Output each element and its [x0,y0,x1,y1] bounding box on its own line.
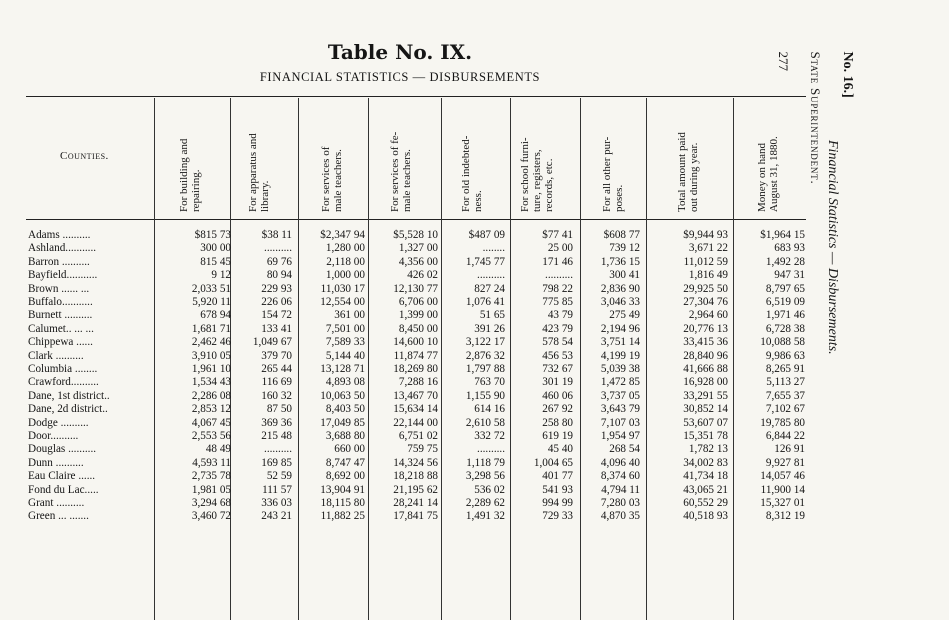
amount-cell: 3,643 79 [600,403,640,416]
amount-cell: $2,347 94 [320,229,365,241]
column-header-old-indebtedness: For old indebted- ness. [460,135,484,212]
table-row [0,497,805,510]
amount-cell: 169 85 [261,456,292,469]
amount-cell: 3,751 14 [600,336,640,349]
amount-cell: 14,600 10 [393,336,438,349]
amount-cell: $1,964 15 [760,229,805,241]
amount-cell: 7,288 16 [398,376,438,389]
county-name: Ashland........... [28,242,97,255]
amount-cell: 19,785 80 [760,416,805,429]
amount-cell: 6,706 00 [398,296,438,308]
amount-cell: 994 99 [542,497,573,509]
amount-cell: 4,870 35 [600,510,640,523]
amount-cell: .......... [477,443,505,456]
amount-cell: 16,928 00 [683,376,728,389]
amount-cell: 3,688 80 [325,430,365,442]
amount-cell: 1,492 28 [765,255,805,268]
amount-cell: 536 02 [474,483,505,496]
amount-cell: 1,782 13 [688,443,728,456]
amount-cell: 7,501 00 [325,322,365,335]
amount-cell: 154 72 [261,309,292,322]
amount-cell: 41,666 88 [683,363,728,375]
amount-cell: .......... [545,269,573,282]
amount-cell: 8,312 19 [765,510,805,523]
amount-cell: 21,195 62 [393,483,438,496]
amount-cell: 22,144 00 [393,416,438,429]
amount-cell: 578 54 [542,336,573,349]
county-name: Calumet.. ... ... [28,322,94,335]
amount-cell: 614 16 [474,403,505,416]
amount-cell: 13,467 70 [393,389,438,402]
amount-cell: 2,836 90 [600,282,640,295]
amount-cell: 2,853 12 [191,403,231,416]
amount-cell: 126 91 [774,443,805,456]
amount-cell: 361 00 [334,309,365,322]
amount-cell: 683 93 [774,242,805,255]
section-title: Financial Statistics — Disbursements. [825,140,840,355]
amount-cell: 7,655 37 [765,389,805,402]
amount-cell: 660 00 [334,443,365,456]
county-name: Adams .......... [28,229,91,241]
amount-cell: 3,671 22 [688,242,728,255]
amount-cell: 4,356 00 [398,255,438,268]
county-name: Dunn .......... [28,456,84,469]
amount-cell: 1,681 71 [191,322,231,335]
amount-cell: 6,728 38 [765,322,805,335]
amount-cell: 5,144 40 [325,349,365,362]
amount-cell: $9,944 93 [683,229,728,241]
amount-cell: 29,925 50 [683,282,728,295]
amount-cell: 268 54 [609,443,640,456]
amount-cell: 2,286 08 [191,389,231,402]
amount-cell: 4,067 45 [191,416,231,429]
amount-cell: 2,194 96 [600,322,640,335]
table-row [0,269,805,282]
amount-cell: 9,927 81 [765,456,805,469]
amount-cell: 18,269 80 [393,363,438,375]
amount-cell: 243 21 [261,510,292,523]
table-row [0,430,805,443]
amount-cell: 265 44 [261,363,292,375]
amount-cell: 3,046 33 [600,296,640,308]
amount-cell: 11,012 59 [683,255,728,268]
amount-cell: 1,491 32 [465,510,505,523]
amount-cell: 18,115 80 [320,497,365,509]
county-name: Buffalo........... [28,296,93,308]
table-row [0,376,805,389]
table-row [0,363,805,376]
amount-cell: 111 57 [262,483,292,496]
amount-cell: 1,280 00 [325,242,365,255]
amount-cell: 763 70 [474,376,505,389]
amount-cell: 45 40 [547,443,573,456]
county-name: Columbia ........ [28,363,98,375]
amount-cell: 133 41 [261,322,292,335]
amount-cell: 1,004 65 [533,456,573,469]
amount-cell: 456 53 [542,349,573,362]
amount-cell: 52 59 [266,470,292,483]
amount-cell: 391 26 [474,322,505,335]
amount-cell: 9 12 [211,269,231,282]
amount-cell: 2,964 60 [688,309,728,322]
amount-cell: 11,882 25 [320,510,365,523]
county-name: Crawford.......... [28,376,99,389]
amount-cell: 3,460 72 [191,510,231,523]
county-name: Clark .......... [28,349,84,362]
amount-cell: 8,265 91 [765,363,805,375]
amount-cell: 827 24 [474,282,505,295]
amount-cell: 332 72 [474,430,505,442]
amount-cell: $5,528 10 [393,229,438,241]
amount-cell: 48 49 [205,443,231,456]
table-row [0,229,805,242]
amount-cell: 1,954 97 [600,430,640,442]
amount-cell: 3,737 05 [600,389,640,402]
county-name: Grant .......... [28,497,85,509]
amount-cell: 423 79 [542,322,573,335]
column-header-female-teachers: For services of fe- male teachers. [389,131,413,212]
amount-cell: 1,961 10 [191,363,231,375]
amount-cell: 541 93 [542,483,573,496]
amount-cell: 8,403 50 [325,403,365,416]
amount-cell: 6,844 22 [765,430,805,442]
amount-cell: 8,797 65 [765,282,805,295]
amount-cell: 116 69 [261,376,292,389]
amount-cell: 1,000 00 [325,269,365,282]
amount-cell: $38 11 [261,229,292,241]
amount-cell: 460 06 [542,389,573,402]
amount-cell: 1,155 90 [465,389,505,402]
amount-cell: 25 00 [547,242,573,255]
amount-cell: 2,462 46 [191,336,231,349]
amount-cell: 3,122 17 [465,336,505,349]
amount-cell: 759 75 [407,443,438,456]
amount-cell: 300 41 [609,269,640,282]
amount-cell: 5,039 38 [600,363,640,375]
amount-cell: 12,554 00 [320,296,365,308]
column-header-other-purposes: For all other pur- poses. [601,136,625,212]
amount-cell: 3,298 56 [465,470,505,483]
table-row [0,443,805,456]
amount-cell: 33,415 36 [683,336,728,349]
amount-cell: 13,128 71 [320,363,365,375]
document-number: No. 16.] [840,51,855,98]
amount-cell: 18,218 88 [393,470,438,483]
amount-cell: 34,002 83 [683,456,728,469]
county-name: Dodge .......... [28,416,89,429]
table-row [0,510,805,523]
amount-cell: 1,076 41 [465,296,505,308]
amount-cell: 33,291 55 [683,389,728,402]
amount-cell: 80 94 [266,269,292,282]
amount-cell: 729 33 [542,510,573,523]
amount-cell: 28,840 96 [683,349,728,362]
amount-cell: 60,552 29 [683,497,728,509]
county-name: Barron .......... [28,255,90,268]
table-row [0,336,805,349]
amount-cell: 13,904 91 [320,483,365,496]
amount-cell: 301 19 [542,376,573,389]
amount-cell: 51 65 [479,309,505,322]
county-name: Bayfield........... [28,269,98,282]
amount-cell: 1,971 46 [765,309,805,322]
amount-cell: 1,981 05 [191,483,231,496]
amount-cell: 12,130 77 [393,282,438,295]
table-row [0,282,805,296]
amount-cell: 1,049 67 [252,336,292,349]
amount-cell: 2,876 32 [465,349,505,362]
amount-cell: 17,841 75 [393,510,438,523]
amount-cell: 8,692 00 [325,470,365,483]
amount-cell: 28,241 14 [393,497,438,509]
table-row [0,389,805,403]
amount-cell: 215 48 [261,430,292,442]
amount-cell: 775 85 [542,296,573,308]
amount-cell: 2,289 62 [465,497,505,509]
amount-cell: 3,294 68 [191,497,231,509]
amount-cell: 4,794 11 [601,483,640,496]
table-row [0,296,805,309]
amount-cell: 15,634 14 [393,403,438,416]
amount-cell: 2,610 58 [465,416,505,429]
column-header-furniture: For school furni- ture, registers, records, etc. [519,137,555,212]
amount-cell: 5,920 11 [192,296,231,308]
amount-cell: $77 41 [542,229,573,241]
amount-cell: 43,065 21 [683,483,728,496]
amount-cell: .......... [477,269,505,282]
amount-cell: .......... [264,242,292,255]
county-name: Douglas .......... [28,443,97,456]
amount-cell: 40,518 93 [683,510,728,523]
amount-cell: 41,734 18 [683,470,728,483]
amount-cell: $815 73 [194,229,231,241]
amount-cell: 160 32 [261,389,292,402]
county-name: Dane, 1st district.. [28,389,110,402]
amount-cell: 275 49 [609,309,640,322]
county-name: Burnett .......... [28,309,93,322]
table-row [0,483,805,497]
amount-cell: 1,745 77 [465,255,505,268]
column-header-money-on-hand: Money on hand August 31, 1880. [756,136,780,212]
column-header-building: For building and repairing. [178,138,202,212]
amount-cell: 4,096 40 [600,456,640,469]
amount-cell: $608 77 [603,229,640,241]
amount-cell: 43 79 [547,309,573,322]
amount-cell: 7,107 03 [600,416,640,429]
amount-cell: 15,351 78 [683,430,728,442]
amount-cell: 10,063 50 [320,389,365,402]
amount-cell: 379 70 [261,349,292,362]
amount-cell: 619 19 [542,430,573,442]
amount-cell: 11,874 77 [393,349,438,362]
table-subtitle: FINANCIAL STATISTICS — DISBURSEMENTS [259,70,541,84]
amount-cell: 739 12 [609,242,640,255]
column-header-total-paid: Total amount paid out during year. [676,132,700,212]
amount-cell: 11,900 14 [760,483,805,496]
counties-column-header: Counties. [60,150,109,162]
table-row [0,309,805,322]
county-name: Fond du Lac..... [28,483,99,496]
amount-cell: .......... [264,443,292,456]
county-name: Dane, 2d district.. [28,403,108,416]
amount-cell: 6,519 09 [765,296,805,308]
amount-cell: 4,593 11 [192,456,231,469]
amount-cell: 5,113 27 [766,376,805,389]
amount-cell: 1,399 00 [398,309,438,322]
page-number: 277 [776,51,791,71]
amount-cell: 14,324 56 [393,456,438,469]
amount-cell: 11,030 17 [320,282,365,295]
amount-cell: 27,304 76 [683,296,728,308]
county-name: Eau Claire ...... [28,470,96,483]
running-title: State Superintendent. [808,51,823,185]
amount-cell: 9,986 63 [765,349,805,362]
amount-cell: 258 80 [542,416,573,429]
table-title: Table No. IX. [327,40,473,64]
column-header-apparatus: For apparatus and library. [247,133,271,212]
amount-cell: 8,747 47 [325,456,365,469]
column-header-male-teachers: For services of male teachers. [320,146,344,212]
amount-cell: 171 46 [542,255,573,268]
table-row [0,470,805,483]
amount-cell: 369 36 [261,416,292,429]
amount-cell: 401 77 [542,470,573,483]
amount-cell: 678 94 [200,309,231,322]
amount-cell: 2,118 00 [326,255,365,268]
amount-cell: 69 76 [266,255,292,268]
amount-cell: 2,033 51 [191,282,231,295]
amount-cell: 267 92 [542,403,573,416]
amount-cell: 17,049 85 [320,416,365,429]
amount-cell: 14,057 46 [760,470,805,483]
amount-cell: 4,199 19 [600,349,640,362]
county-name: Chippewa ...... [28,336,93,349]
amount-cell: 7,589 33 [325,336,365,349]
amount-cell: 7,102 67 [765,403,805,416]
amount-cell: 947 31 [774,269,805,282]
amount-cell: 3,910 05 [191,349,231,362]
amount-cell: 30,852 14 [683,403,728,416]
amount-cell: 7,280 03 [600,497,640,509]
amount-cell: 1,534 43 [191,376,231,389]
amount-cell: 1,327 00 [398,242,438,255]
amount-cell: 1,797 88 [465,363,505,375]
header-bottom-rule [26,219,806,220]
amount-cell: 6,751 02 [398,430,438,442]
amount-cell: 8,374 60 [600,470,640,483]
table-row [0,322,805,336]
amount-cell: 1,736 15 [600,255,640,268]
table-row [0,416,805,430]
amount-cell: 815 45 [200,255,231,268]
amount-cell: 798 22 [542,282,573,295]
amount-cell: 10,088 58 [760,336,805,349]
amount-cell: 1,118 79 [466,456,505,469]
table-row [0,242,805,255]
county-name: Green ... ....... [28,510,89,523]
amount-cell: 20,776 13 [683,322,728,335]
amount-cell: 226 06 [261,296,292,308]
amount-cell: 53,607 07 [683,416,728,429]
amount-cell: 8,450 00 [398,322,438,335]
table-row [0,255,805,269]
table-row [0,349,805,363]
amount-cell: 87 50 [266,403,292,416]
amount-cell: 300 00 [200,242,231,255]
county-name: Brown ...... ... [28,282,90,295]
amount-cell: 2,735 78 [191,470,231,483]
county-name: Door.......... [28,430,79,442]
amount-cell: 4,893 08 [325,376,365,389]
amount-cell: $487 09 [468,229,505,241]
amount-cell: 1,816 49 [688,269,728,282]
amount-cell: 732 67 [542,363,573,375]
table-row [0,403,805,416]
amount-cell: 426 02 [407,269,438,282]
table-row [0,456,805,470]
amount-cell: 15,327 01 [760,497,805,509]
amount-cell: 2,553 56 [191,430,231,442]
amount-cell: 336 03 [261,497,292,509]
amount-cell: ........ [482,242,505,255]
amount-cell: 229 93 [261,282,292,295]
amount-cell: 1,472 85 [600,376,640,389]
